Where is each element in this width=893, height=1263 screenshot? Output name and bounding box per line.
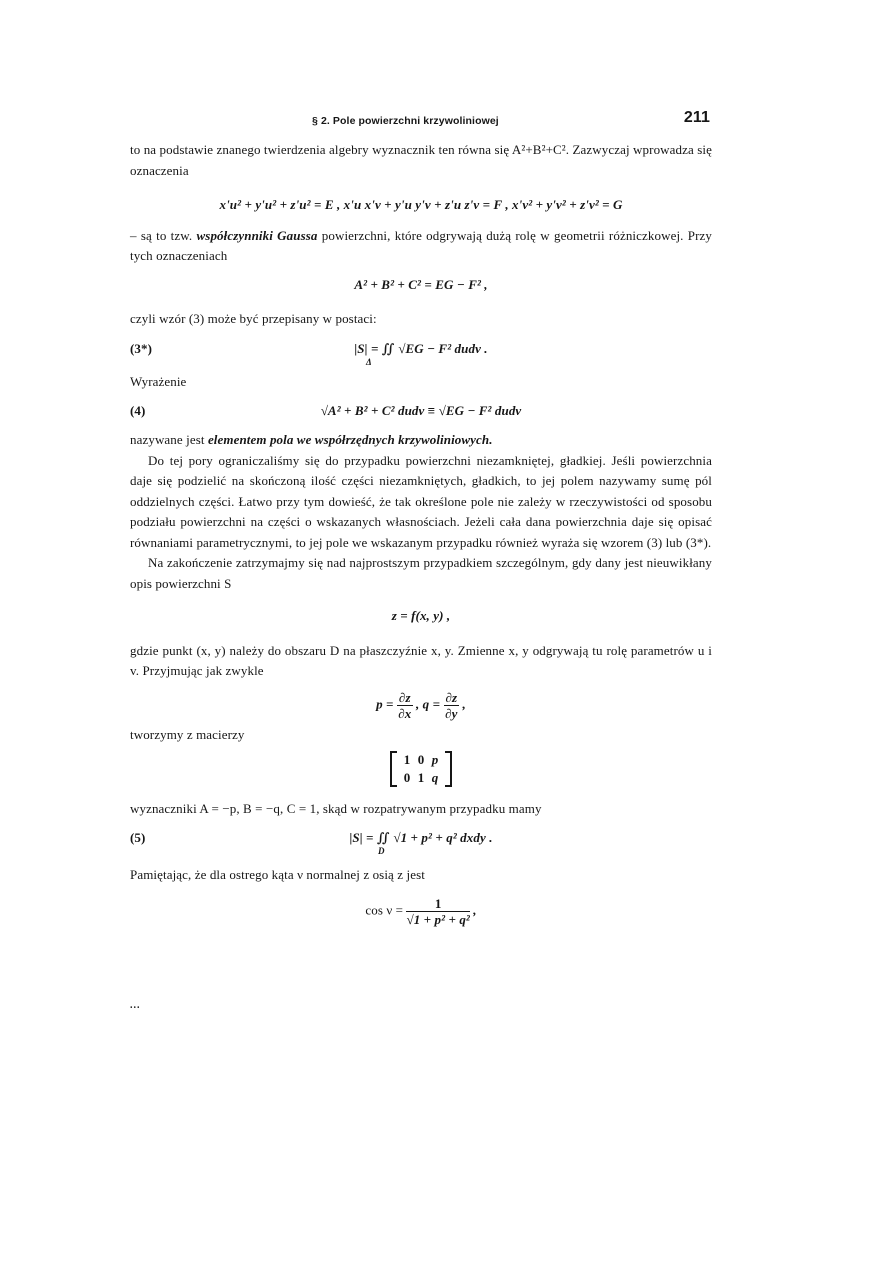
text-segment: nazywane jest [130,432,205,447]
denominator: ∂y [445,705,458,721]
comma: , [473,901,477,917]
equation-4 [130,396,712,426]
matrix-cell: 0 [417,752,425,767]
numerator: ∂z [398,689,411,705]
book-page [130,108,712,937]
matrix-row [400,769,442,787]
comma: , [462,695,466,711]
paragraph-matrix: tworzymy z macierzy [130,726,245,742]
paragraph-determinants: wyznaczniki A = −p, B = −q, C = 1, skąd w rozpatrywanym przypadku mamy [130,800,542,816]
equation-tag: (3*) [130,340,153,356]
paragraph-closed-surfaces: Do tej pory ograniczaliśmy się do przypadku powierzchni niezamkniętej, gładkiej. Jeśli powierzchnia daje się podzielić na skończoną ilość części niezamkniętych, gładkich, to jej polem nazywamy sumę pól oddzielnych części. Łatwo przy tym dowieść, że tak określone pole nie zależy w rzeczywistości od sposobu podziału powierzchni na części o wskazanych własnościach. Jeżeli cała dana powierzchnia daje się opisać równaniami parametrycznymi, to jej pole we wskazanym przypadku również wyraża się wzorem (3) lub (3*). [130,452,712,550]
paragraph-parameters: gdzie punkt (x, y) należy do obszaru D na płaszczyźnie x, y. Zmienne x, y odgrywają tu rolę parametrów u i v. Przyjmując jak zwykle [130,642,712,678]
denominator: √1 + p² + q² [406,911,470,927]
matrix-cell: q [431,770,439,785]
running-title: § 2. Pole powierzchni krzywoliniowej [312,115,499,127]
page-number: 211 [683,109,710,126]
formula-partial-derivatives [130,690,712,721]
integration-domain: D [378,846,385,856]
label-p: p = [376,695,394,711]
numerator: ∂z [445,689,458,705]
denominator: ∂x [398,705,412,721]
matrix-cell: 1 [403,752,411,767]
fraction-dz-dx [397,690,413,721]
matrix-cell: 1 [417,770,425,785]
page-header [130,108,712,132]
paragraph-element [130,430,712,451]
paragraph-expression: Wyrażenie [130,373,187,389]
matrix-cell: 0 [403,770,411,785]
footer-marks: ... [130,1000,141,1011]
formula-abc: A² + B² + C² = EG − F² , [354,276,488,292]
paragraph-normal: Pamiętając, że dla ostrego kąta ν normalnej z osią z jest [130,867,425,882]
paragraph-special-case: Na zakończenie zatrzymajmy się nad najprostszym przypadkiem szczególnym, gdy dany jest nieuwikłany opis powierzchni S [130,555,712,591]
paragraph-rewrite: czyli wzór (3) może być przepisany w postaci: [130,311,377,326]
emphasis-gauss: współczynniki Gaussa [196,227,318,243]
equation-tag: (4) [130,403,146,418]
text-segment: powierzchni, które odgrywają dużą rolę w geometrii różniczkowej. Przy tych oznaczeniach [130,227,712,263]
fraction-dz-dy [444,690,460,721]
matrix-block [130,751,712,789]
equation-5 [130,823,712,861]
equation-3-star [130,334,712,368]
equation-expression: |S| = ∬ √EG − F² dudv . [354,340,488,356]
text-segment: – są to tzw. [130,227,193,243]
matrix [390,751,452,787]
formula-explicit-surface: z = f(x, y) , [391,608,451,623]
gauss-coefficients-formula: x'u² + y'u² + z'u² = E , x'u x'v + y'u y'v + z'u z'v = F , x'v² + y'v² + z'v² = G [219,197,623,212]
equation-expression: |S| = ∬ √1 + p² + q² dxdy . [349,830,493,845]
integration-domain: Δ [366,356,372,367]
matrix-row [400,751,442,769]
numerator: 1 [406,896,469,912]
paragraph-gauss [130,226,712,267]
equation-tag: (5) [130,830,146,845]
fraction-cosine [406,896,469,927]
matrix-cell: p [431,752,439,767]
paragraph-intro: to na podstawie znanego twierdzenia algebry wyznacznik ten równa się A²+B²+C². Zazwyczaj wprowadza się oznaczenia [130,142,712,178]
emphasis-element: elementem pola we współrzędnych krzywoliniowych. [207,432,493,447]
cos-lhs: cos ν = [365,901,404,917]
label-q: , q = [415,695,441,711]
equation-expression: √A² + B² + C² dudv ≡ √EG − F² dudv [320,403,522,418]
formula-cosine [130,896,712,927]
